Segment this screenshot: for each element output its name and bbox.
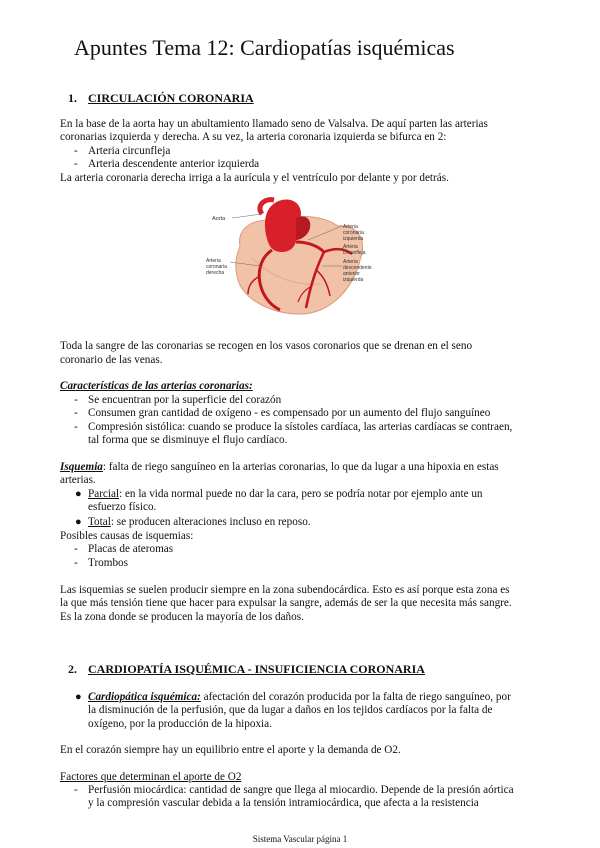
cardio-def-line-2: la disminución de la perfusión, que da lugar a daños en los tejidos cardíacos por la falta de [88,704,493,716]
label-descending: Arteria descendente anterior izquierda [343,259,372,283]
characteristic-item: - Consumen gran cantidad de oxígeno - es compensado por un aumento del flujo sanguíneo [74,407,491,419]
subendo-line-3: Es la zona donde se producen la mayoría de los daños. [60,611,304,623]
factors-heading: Factores que determinan el aporte de O2 [60,771,242,783]
intro-line-2: coronarias izquierda y derecha. A su vez, la arteria coronaria izquierda se bifurca en 2: [60,131,447,143]
right-artery-text: La arteria coronaria derecha irriga a la aurícula y el ventrículo por delante y por detrás. [60,172,449,184]
balance-text: En el corazón siempre hay un equilibrio entre el aporte y la demanda de O2. [60,744,401,756]
factor-item: - Perfusión miocárdica: cantidad de sangre que llega al miocardio. Depende de la presión aórtica [74,784,514,796]
partial-line-2: esfuerzo físico. [88,501,157,513]
heart-figure [200,196,400,321]
ischemia-line-1 [60,461,550,474]
total-term: Total [88,516,111,528]
branch-item: - Arteria descendente anterior izquierda [74,158,260,170]
ischemia-term: Isquemia [60,461,103,473]
bullet-icon: ● [75,488,82,500]
section-1-heading [68,91,254,106]
drain-line-2: coronario de las venas. [60,354,163,366]
section-2-number: 2. [68,662,77,676]
partial-line-1 [88,488,483,501]
cause-item: - Placas de ateromas [74,543,174,555]
causes-heading: Posibles causas de isquemias: [60,530,194,542]
section-1-title: CIRCULACIÓN CORONARIA [88,91,254,105]
branch-item: - Arteria circunfleja [74,145,171,157]
label-left-coronary: Arteria coronaria izquierda [343,224,364,242]
partial-term: Parcial [88,488,120,500]
cause-item: - Trombos [74,557,129,569]
total-line [88,516,311,529]
label-aorta: Aorta [212,216,226,222]
page-title: Apuntes Tema 12: Cardiopatías isquémicas [74,35,455,60]
characteristic-item: - Se encuentran por la superficie del corazón [74,394,282,406]
cause-label: Placas de ateromas [88,543,174,555]
intro-line-1: En la base de la aorta hay un abultamiento llamado seno de Valsalva. De aquí parten las arterias [60,118,488,130]
characteristic-label: Consumen gran cantidad de oxígeno - es compensado por un aumento del flujo sanguíneo [88,407,491,419]
factor-label: Perfusión miocárdica: cantidad de sangre que llega al miocardio. Depende de la presión aórtica [88,784,514,796]
cardio-def: afectación del corazón producida por la falta de riego sanguíneo, por [200,691,511,703]
branch-label: Arteria circunfleja [88,145,171,157]
factor-continuation: y la compresión vascular debida a la tensión intramiocárdica, que afecta a la resistencia [88,797,479,809]
characteristic-continuation: tal forma que se disminuye el flujo cardíaco. [88,434,288,446]
cardio-def-line-3: oxígeno, por la producción de la hipoxia. [88,718,272,730]
section-2-heading [68,662,425,677]
total-def: : se producen alteraciones incluso en reposo. [110,516,311,528]
bullet-icon: ● [75,691,82,703]
ischemia-def: : falta de riego sanguíneo en la arterias coronarias, lo que da lugar a una hipoxia en estas [102,461,499,473]
cardio-def-line-1 [88,691,558,704]
subendo-line-1: Las isquemias se suelen producir siempre en la zona subendocárdica. Esto es así porque esta zona es [60,584,510,596]
bullet-icon: ● [75,516,82,528]
characteristic-label: Se encuentran por la superficie del corazón [88,394,282,406]
characteristic-item: - Compresión sistólica: cuando se produce la sístoles cardíaca, las arterias cardíacas se contraen, [74,421,513,433]
label-right-coronary: Arteria coronaria derecha [206,258,227,276]
page-footer: Sistema Vascular página 1 [252,834,348,844]
subendo-line-2: la que más tensión tiene que hacer para expulsar la sangre, además de ser la que necesita más sangre. [60,597,512,609]
partial-def: : en la vida normal puede no dar la cara, pero se podría notar por ejemplo ante un [119,488,483,500]
label-circumflex: Arteria circunfleja [343,244,366,256]
ischemia-line-2: arterias. [60,474,96,486]
characteristic-label: Compresión sistólica: cuando se produce la sístoles cardíaca, las arterias cardíacas se contraen, [88,421,513,433]
branch-label: Arteria descendente anterior izquierda [88,158,260,170]
cardio-term: Cardiopática isquémica: [88,691,201,703]
drain-line-1: Toda la sangre de las coronarias se recogen en los vasos coronarios que se drenan en el seno [60,340,473,352]
cause-label: Trombos [88,557,129,569]
characteristics-heading: Características de las arterias coronarias: [60,380,253,392]
section-1-number: 1. [68,91,77,105]
section-2-title: CARDIOPATÍA ISQUÉMICA - INSUFICIENCIA CORONARIA [88,662,425,676]
